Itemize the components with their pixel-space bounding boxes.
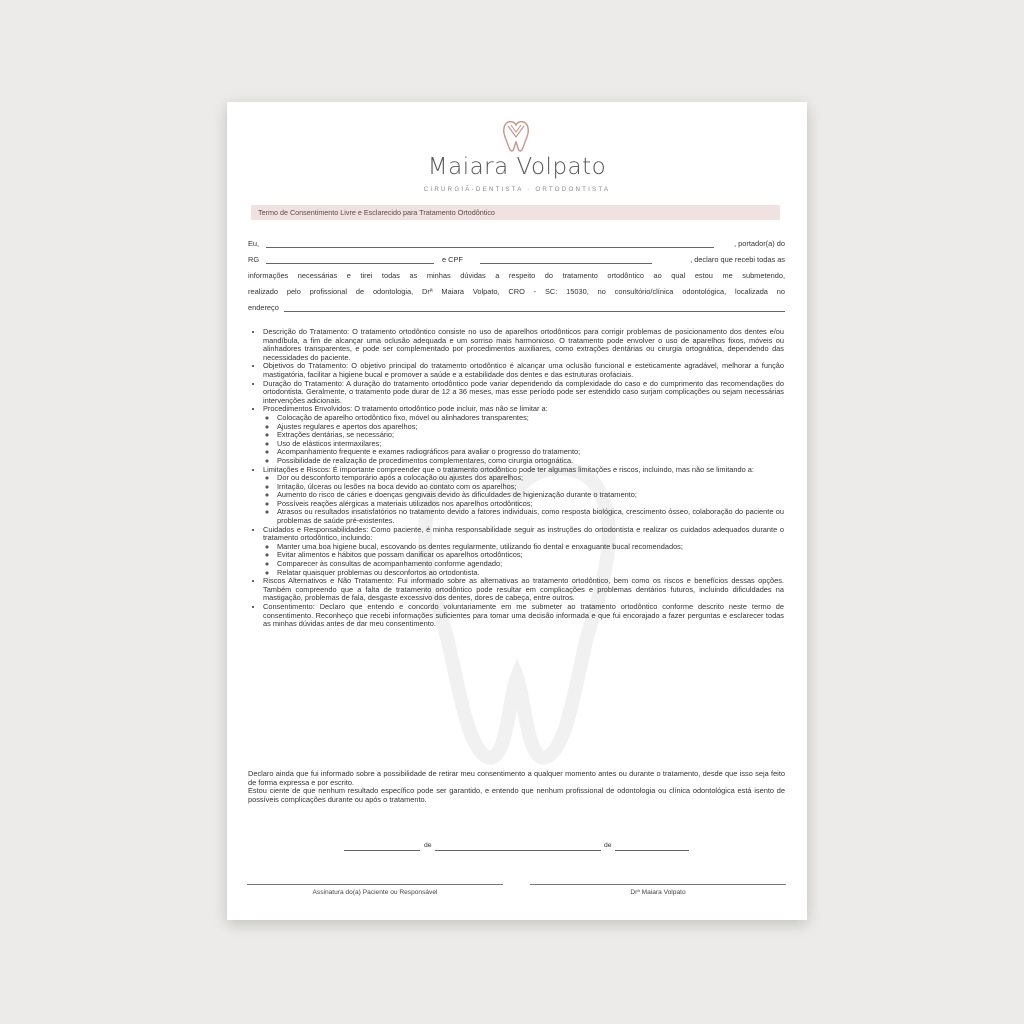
fill-line-4: realizado pelo profissional de odontologia, Drª Maiara Volpato, CRO - SC: 15030, no consultório/clínica odontológica, localizada no [248, 287, 785, 296]
fill-line-name [248, 236, 785, 252]
list-item: ◦ Dor ou desconforto temporário após a colocação ou ajustes dos aparelhos; [277, 474, 784, 483]
terms-body [251, 328, 784, 629]
fill-line-documents [248, 252, 785, 268]
closing-paragraph: Declaro ainda que fui informado sobre a possibilidade de retirar meu consentimento a qualquer momento antes ou durante o tratamento, desde que isso seja feito de forma expressa e por escrito. [248, 769, 785, 787]
name-field[interactable] [266, 247, 714, 248]
document-title: Termo de Consentimento Livre e Esclarecido para Tratamento Ortodôntico [251, 205, 780, 220]
patient-info-block [248, 236, 785, 316]
list-item: ◦ Atrasos ou resultados insatisfatórios no tratamento devido a fatores individuais, como resposta biológica, crescimento ósseo, colaboração do paciente ou problemas de saúde pré-existentes. [277, 508, 784, 525]
closing-paragraphs [248, 770, 785, 804]
list-item: ◦ Possibilidade de realização de procedimentos complementares, como cirurgia ortognática. [277, 457, 784, 466]
list-item: • Duração do Tratamento: A duração do tratamento ortodôntico pode variar dependendo da complexidade do caso e do cumprimento das recomendações do ortodontista. Geralmente, o tratamento pode durar de 12 a 36 meses, mas esse período pode ser estendido caso surjam complicações ou sejam necessárias intervenções adicionais. [263, 380, 784, 406]
care-sublist [263, 543, 784, 577]
list-item: ◦ Comparecer às consultas de acompanhamento conforme agendado; [277, 560, 784, 569]
day-field[interactable] [344, 850, 420, 851]
label-portador: , portador(a) do [734, 239, 785, 248]
list-item: ◦ Evitar alimentos e hábitos que possam danificar os aparelhos ortodônticos; [277, 551, 784, 560]
year-field[interactable] [615, 850, 689, 851]
label-endereco: endereço [248, 303, 279, 312]
doctor-signature-label: Drª Maiara Volpato [630, 889, 686, 896]
list-item: • Limitações e Riscos: É importante compreender que o tratamento ortodôntico pode ter algumas limitações e riscos, incluindo, mas não se limitando a: ◦ Dor ou desconforto temporário após a colocação ou ajustes dos aparelhos; ◦ Irritação, úlceras ou lesões na boca devido ao contato com os aparelhos; ◦ Aumento do risco de cáries e doenças gengivais devido às dificuldades de higienização durante o tratamento; ◦ Possíveis reações alérgicas a materiais utilizados nos aparelhos ortodônticos; ◦ Atrasos ou resultados insatisfatórios no tratamento devido a fatores individuais, como resposta biológica, crescimento ósseo, colaboração do paciente ou problemas de saúde pré-existentes. [263, 466, 784, 526]
list-item: ◦ Extrações dentárias, se necessário; [277, 431, 784, 440]
label-eu: Eu, [248, 239, 260, 248]
list-item: • Consentimento: Declaro que entendo e concordo voluntariamente em me submeter ao tratamento ortodôntico conforme descrito neste termo de consentimento. Reconheço que recebi informações suficientes para tomar uma decisão informada e que fui encorajado a fazer perguntas e esclarecer todas as minhas dúvidas antes de dar meu consentimento. [263, 603, 784, 629]
month-field[interactable] [435, 850, 601, 851]
doctor-signature-line[interactable] [530, 884, 786, 885]
list-item: ◦ Ajustes regulares e apertos dos aparelhos; [277, 423, 784, 432]
label-rg: RG [248, 255, 260, 264]
label-de: de [424, 842, 432, 849]
address-field[interactable] [284, 311, 785, 312]
patient-signature-line[interactable] [247, 884, 503, 885]
list-item: ◦ Irritação, úlceras ou lesões na boca devido ao contato com os aparelhos; [277, 483, 784, 492]
consent-form-sheet [227, 102, 807, 920]
list-item: • Descrição do Tratamento: O tratamento ortodôntico consiste no uso de aparelhos ortodônticos para corrigir problemas de posicionamento dos dentes e/ou mandíbula, a fim de alcançar uma oclusão adequada e um sorriso mais harmonioso. O tratamento pode envolver o uso de aparelhos fixos, móveis ou alinhadores transparentes, e pode ser complementado por procedimentos auxiliares, como extrações dentárias ou cirurgia ortognática, dependendo das necessidades do paciente. [263, 328, 784, 362]
list-item: ◦ Aumento do risco de cáries e doenças gengivais devido às dificuldades de higienização durante o tratamento; [277, 491, 784, 500]
label-de: de [604, 842, 612, 849]
list-item: • Cuidados e Responsabilidades: Como paciente, é minha responsabilidade seguir as instruções do ortodontista e realizar os cuidados adequados durante o tratamento ortodôntico, incluindo: ◦ Manter uma boa higiene bucal, escovando os dentes regularmente, utilizando fio dental e enxaguante bucal recomendados; ◦ Evitar alimentos e hábitos que possam danificar os aparelhos ortodônticos; ◦ Comparecer às consultas de acompanhamento conforme agendado; ◦ Relatar quaisquer problemas ou desconfortos ao ortodontista. [263, 526, 784, 578]
closing-paragraph: Estou ciente de que nenhum resultado específico pode ser garantido, e entendo que nenhum profissional de odontologia ou clínica odontológica está isento de possíveis complicações durante ou após o tratamento. [248, 786, 785, 804]
list-item: ◦ Acompanhamento frequente e exames radiográficos para avaliar o progresso do tratamento; [277, 448, 784, 457]
fill-line-3: informações necessárias e tirei todas as minhas dúvidas a respeito do tratamento ortodôntico ao qual estou me submetendo, [248, 271, 785, 280]
list-item: • Objetivos do Tratamento: O objetivo principal do tratamento ortodôntico é alcançar uma oclusão funcional e esteticamente agradável, melhorar a função mastigatória, facilitar a higiene bucal e promover a saúde e a estabilidade dos dentes e das estruturas orofaciais. [263, 362, 784, 379]
list-item: ◦ Relatar quaisquer problemas ou desconfortos ao ortodontista. [277, 569, 784, 578]
brand-subtitle: CIRURGIÃ-DENTISTA · ORTODONTISTA [423, 186, 611, 193]
tooth-logo-icon [498, 117, 534, 153]
list-item: • Riscos Alternativos e Não Tratamento: Fui informado sobre as alternativas ao tratamento ortodôntico, bem como os riscos e benefícios dessas opções. Também compreendo que a falta de tratamento ortodôntico pode resultar em complicações e problemas dentários futuros, incluindo dificuldades na mastigação, problemas de fala, desgaste excessivo dos dentes, dores de cabeça, entre outros. [263, 577, 784, 603]
list-item: ◦ Uso de elásticos intermaxilares; [277, 440, 784, 449]
brand-name: Maiara Volpato [427, 154, 607, 180]
label-declaro: , declaro que recebi todas as [690, 255, 785, 264]
fill-line-address [248, 300, 785, 316]
list-item: ◦ Possíveis reações alérgicas a materiais utilizados nos aparelhos ortodônticos; [277, 500, 784, 509]
list-item: ◦ Manter uma boa higiene bucal, escovando os dentes regularmente, utilizando fio dental e enxaguante bucal recomendados; [277, 543, 784, 552]
cpf-field[interactable] [480, 263, 652, 264]
list-item: • Procedimentos Envolvidos: O tratamento ortodôntico pode incluir, mas não se limitar a: ◦ Colocação de aparelho ortodôntico fixo, móvel ou alinhadores transparentes; ◦ Ajustes regulares e apertos dos aparelhos; ◦ Extrações dentárias, se necessário; ◦ Uso de elásticos intermaxilares; ◦ Acompanhamento frequente e exames radiográficos para avaliar o progresso do tratamento; ◦ Possibilidade de realização de procedimentos complementares, como cirurgia ortognática. [263, 405, 784, 465]
risks-sublist [263, 474, 784, 526]
patient-signature-label: Assinatura do(a) Paciente ou Responsável [312, 889, 438, 896]
rg-field[interactable] [266, 263, 434, 264]
date-row [227, 842, 807, 854]
list-item: ◦ Colocação de aparelho ortodôntico fixo, móvel ou alinhadores transparentes; [277, 414, 784, 423]
label-cpf: e CPF [442, 255, 463, 264]
procedures-sublist [263, 414, 784, 466]
terms-list [251, 328, 784, 629]
